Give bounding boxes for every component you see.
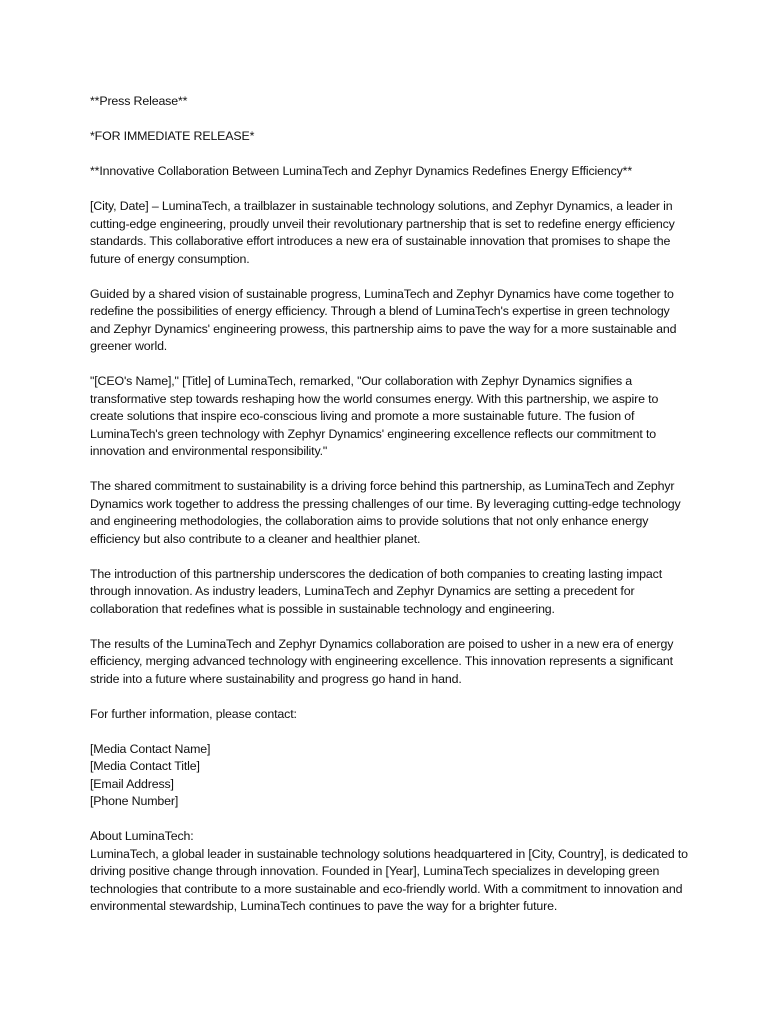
paragraph-vision: Guided by a shared vision of sustainable progress, LuminaTech and Zephyr Dynamics have come together to redefine the possibilities of energy efficiency. Through a blend of LuminaTech's expertise in green technology and Zephyr Dynamics' engineering prowess, this partnership aims to pave the way for a more sustainable and greener world. bbox=[90, 286, 677, 353]
about-section bbox=[90, 828, 690, 916]
contact-email: [Email Address] bbox=[90, 776, 174, 791]
paragraph-announcement: [City, Date] – LuminaTech, a trailblazer in sustainable technology solutions, and Zephyr Dynamics, a leader in cutting-edge engineering, proudly unveil their revolutionary partnership that is set to redefine energy efficiency standards. This collaborative effort introduces a new era of sustainable innovation that promises to shape the future of energy consumption. bbox=[90, 199, 675, 266]
paragraph-ceo-quote: "[CEO's Name]," [Title] of LuminaTech, remarked, "Our collaboration with Zephyr Dynamics signifies a transformative step towards reshaping how the world consumes energy. With this partnership, we aspire to create solutions that inspire eco-conscious living and promote a more sustainable future. The fusion of LuminaTech's green technology with Zephyr Dynamics' engineering excellence reflects our commitment to innovation and environmental responsibility." bbox=[90, 374, 659, 458]
paragraph-results: The results of the LuminaTech and Zephyr Dynamics collaboration are poised to usher in a new era of energy efficiency, merging advanced technology with engineering excellence. This innovation represents a significant stride into a future where sustainability and progress go hand in hand. bbox=[90, 636, 674, 686]
document-header: **Press Release** bbox=[90, 94, 188, 108]
about-body: LuminaTech, a global leader in sustainable technology solutions headquartered in [City, Country], is dedicated to driving positive change through innovation. Founded in [Year], LuminaTech specializes in developing green technologies that contribute to a more sustainable and eco-friendly world. With a commitment to innovation and environmental stewardship, LuminaTech continues to pave the way for a brighter future. bbox=[90, 846, 688, 913]
contact-phone: [Phone Number] bbox=[90, 794, 179, 808]
paragraph-commitment: The shared commitment to sustainability is a driving force behind this partnership, as LuminaTech and Zephyr Dynamics work together to address the pressing challenges of our time. By leveraging cutting-edge technology and engineering methodologies, the collaboration aims to provide solutions that not only enhance energy efficiency but also contribute to a cleaner and healthier planet. bbox=[90, 479, 681, 546]
contact-intro: For further information, please contact: bbox=[90, 706, 297, 721]
contact-name: [Media Contact Name] bbox=[90, 741, 211, 756]
headline: **Innovative Collaboration Between LuminaTech and Zephyr Dynamics Redefines Energy Efficiency** bbox=[90, 164, 633, 178]
release-tag: *FOR IMMEDIATE RELEASE* bbox=[90, 129, 255, 143]
about-heading: About LuminaTech: bbox=[90, 829, 194, 843]
paragraph-introduction: The introduction of this partnership underscores the dedication of both companies to creating lasting impact through innovation. As industry leaders, LuminaTech and Zephyr Dynamics are setting a precedent for collaboration that redefines what is possible in sustainable technology and engineering. bbox=[90, 566, 663, 616]
contact-title: [Media Contact Title] bbox=[90, 759, 200, 773]
contact-block bbox=[90, 741, 690, 811]
press-release-body bbox=[90, 93, 690, 916]
